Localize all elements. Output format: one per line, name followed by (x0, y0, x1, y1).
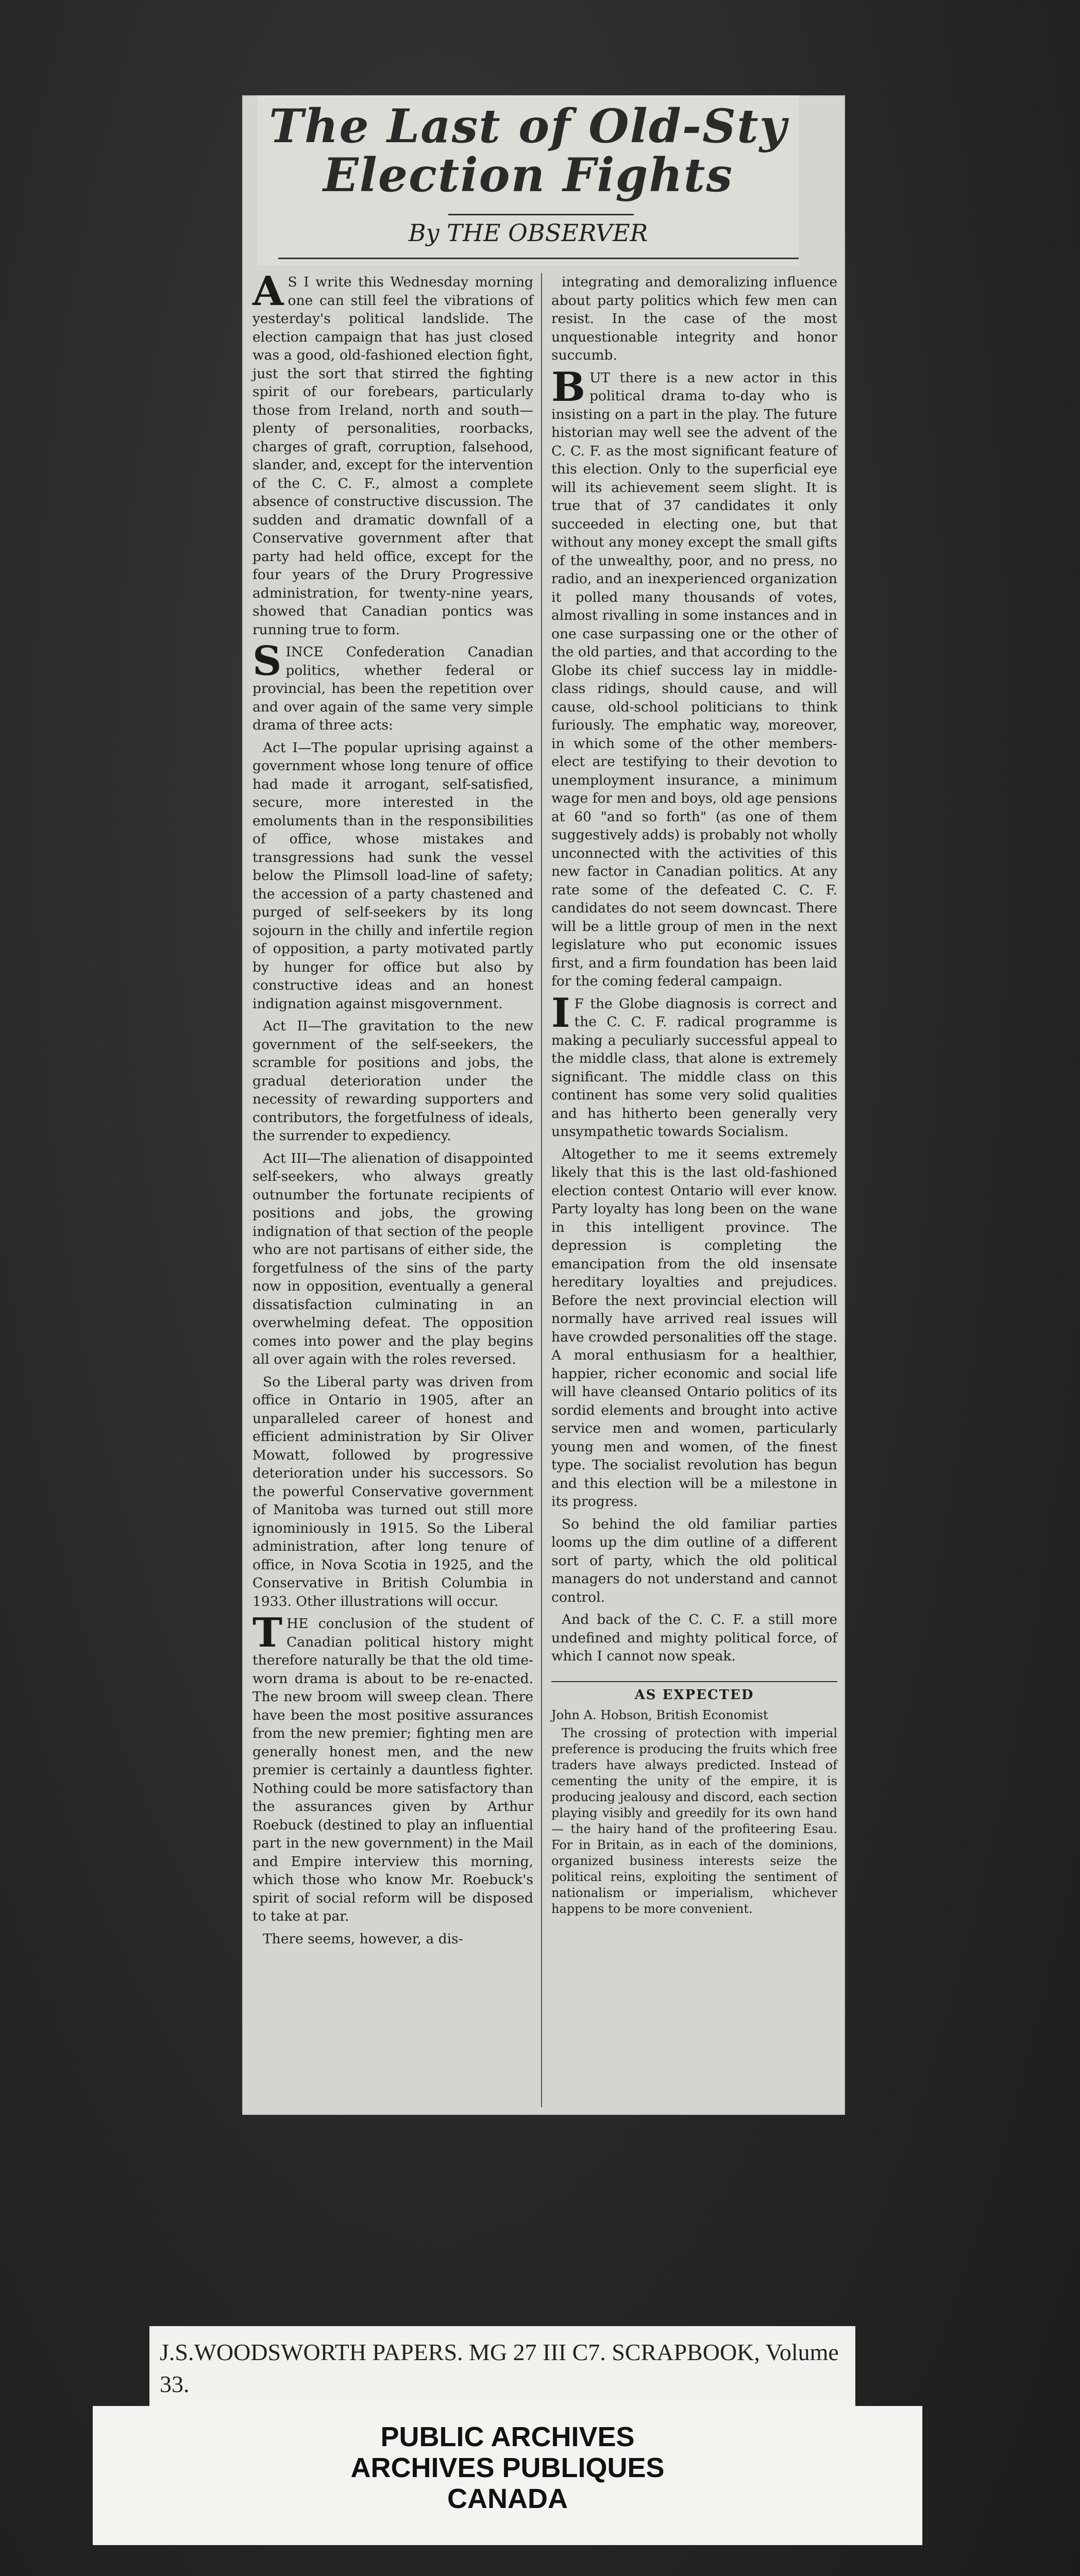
left-paragraph (252, 1149, 533, 1369)
column-top-rule (278, 258, 799, 259)
archive-label: J.S.WOODSWORTH PAPERS. MG 27 III C7. SCRAPBOOK, Volume 33. (160, 2339, 839, 2397)
drop-cap: I (551, 989, 570, 1037)
byline-rule (448, 214, 634, 215)
paragraph-text: HE conclusion of the student of Canadian political history might therefore naturally be that the old time-worn drama is about to be re-enacted. The new broom will sweep clean. There have been the most positive assurances from the new premier; fighting men are generally honest men, and the new premier is certainly a dauntless fighter. Nothing could be more satisfactory than the assurances given by Arthur Roebuck (destined to play an influential part in the new government) in the Mail and Empire interview this morning, which those who know Mr. Roebuck's spirit of social reform will be disposed to take at par. (252, 1616, 533, 1924)
left-paragraph (252, 1373, 533, 1611)
left-column (252, 268, 533, 1952)
headline-line-2: Election Fights (323, 148, 734, 202)
stamp-line-2: ARCHIVES PUBLIQUES (350, 2452, 665, 2483)
right-paragraph (551, 363, 838, 991)
right-paragraph (551, 989, 837, 1141)
paragraph-text: F the Globe diagnosis is correct and the C. C. F. radical programme is making a peculiarly successful appeal to the middle class, that alone is extremely significant. The middle class on this continent has some very solid qualities and has hitherto been generally very unsympathetic towards Socialism. (551, 995, 837, 1140)
left-paragraph (252, 739, 533, 1013)
sidebar-heading: AS EXPECTED (551, 1681, 837, 1705)
sidebar-text: The crossing of protection with imperial preference is producing the fruits which free traders have always predicted. Instead of cementing the unity of the empire, it is producing jealousy and discord, each section playing visibly and greedily for its own hand — the hairy hand of the profiteering Esau. For in Britain, as in each of the dominions, organized business interests seize the political reins, exploiting the sentiment of nationalism or imperialism, whichever happens to be more convenient. (551, 1726, 837, 1916)
left-paragraph (252, 268, 533, 639)
paragraph-text: S I write this Wednesday morning one can still feel the vibrations of yesterday's political landslide. The election campaign that has just closed was a good, old-fashioned election fight, just the sort that stirred the fighting spirit of our forebears, particularly those from Ireland, north and south—plenty of personalities, roorbacks, charges of graft, corruption, falsehood, slander, and, except for the intervention of the C. C. F., almost a complete absence of constructive discussion. The sudden and dramatic downfall of a Conservative government after that party had held office, except for the four years of the Drury Progressive administration, for twenty-nine years, showed that Canadian pontics was running true to form. (252, 274, 533, 638)
stamp-line-1: PUBLIC ARCHIVES (380, 2421, 635, 2452)
paragraph-text: So behind the old familiar parties looms up the dim outline of a different sort of party, which the old political managers do not understand and cannot control. (551, 1516, 837, 1605)
right-paragraph (551, 1145, 837, 1511)
drop-cap: T (252, 1609, 283, 1656)
paragraph-text: And back of the C. C. F. a still more undefined and mighty political force, of which I cannot now speak. (551, 1612, 837, 1664)
byline: By THE OBSERVER (408, 219, 648, 247)
right-paragraph (551, 273, 837, 365)
left-paragraph (252, 638, 533, 735)
newspaper-clipping (242, 95, 845, 2115)
paragraph-text: Act I—The popular uprising against a government whose long tenure of office had made it arrogant, self-satisfied, secure, more interested in the emoluments than in the responsibilities of office, whose mistakes and transgressions had sunk the vessel below the Plimsoll load-line of safety; the accession of a party chastened and purged of self-seekers by its long sojourn in the chilly and infertile region of opposition, a party motivated partly by hunger for office but also by constructive ideas and an honest indignation against misgovernment. (252, 739, 533, 1012)
paragraph-text: integrating and demoralizing influence about party politics which few men can resist. In the case of the most unquestionable integrity and honor succumb. (551, 274, 837, 363)
right-column (551, 273, 837, 1921)
drop-cap: B (551, 363, 585, 411)
paragraph-text: Altogether to me it seems extremely likely that this is the last old-fashioned election contest Ontario will ever know. Party loyalty has long been on the wane in this intelligent province. The depression is completing the emancipation from the old insensate hereditary loyalties and prejudices. Before the next provincial election will normally have arrived real issues will have crowded personalities off the stage. A moral enthusiasm for a healthier, happier, richer economic and social life will have cleansed Ontario politics of its sordid elements and brought into active service men and women, particularly young men and women, of the finest type. The socialist revolution has begun and this election will be a milestone in its progress. (551, 1146, 837, 1510)
column-divider (541, 273, 542, 2107)
right-paragraph (551, 1515, 837, 1607)
headline-area (258, 95, 799, 265)
paragraph-text: INCE Confederation Canadian politics, whether federal or provincial, has been the repetition over and over again of the same very simple drama of three acts: (252, 644, 533, 733)
drop-cap: A (252, 268, 284, 315)
right-paragraph (551, 1611, 837, 1666)
left-paragraph (252, 1609, 533, 1926)
sidebar-attribution: John A. Hobson, British Economist (551, 1708, 768, 1722)
left-paragraph (252, 1930, 533, 1948)
paragraph-text: Act III—The alienation of disappointed self-seekers, who always greatly outnumber the fortunate recipients of positions and jobs, the growing indignation of that section of the people who are not partisans of either side, the forgetfulness of the sins of the party now in opposition, eventually a general dissatisfaction culminating in an overwhelming defeat. The opposition comes into power and the play begins all over again with the roles reversed. (252, 1150, 533, 1367)
archive-stamp (93, 2406, 922, 2545)
left-paragraph (252, 1017, 533, 1145)
drop-cap: S (252, 638, 282, 685)
headline-line-1: The Last of Old-Sty (269, 99, 787, 154)
paragraph-text: So the Liberal party was driven from office in Ontario in 1905, after an unparalleled career of honest and efficient administration by Sir Oliver Mowatt, followed by progressive deterioration under his successors. So the powerful Conservative government of Manitoba was turned out still more ignominiously in 1915. So the Liberal administration, after long tenure of office, in Nova Scotia in 1925, and the Conservative in British Columbia in 1933. Other illustrations will occur. (252, 1374, 533, 1609)
paragraph-text: Act II—The gravitation to the new government of the self-seekers, the scramble for positions and jobs, the gradual deterioration under the necessity of rewarding supporters and contributors, the forgetfulness of ideals, the surrender to expediency. (252, 1018, 533, 1144)
stamp-line-3: CANADA (447, 2483, 568, 2514)
paragraph-text: There seems, however, a dis- (263, 1930, 463, 1947)
paragraph-text: UT there is a new actor in this political drama to-day who is insisting on a part in the play. The future historian may well see the advent of the C. C. F. as the most significant feature of this election. Only to the superficial eye will its achievement seem slight. It is true that of 37 candidates it only succeeded in electing one, but that without any money except the small gifts of the unwealthy, poor, and no press, no radio, and an inexperienced organization it polled many thousands of votes, almost rivalling in some instances and in one case surpassing one or the other of the old parties, and that according to the Globe its chief success lay in middle-class ridings, should cause, and will cause, old-school politicians to think furiously. The emphatic way, moreover, in which some of the other members-elect are testifying to their devotion to unemployment insurance, a minimum wage for men and boys, old age pensions at 60 "and so forth" (as one of them suggestively adds) is probably not wholly unconnected with the activities of this new factor in Canadian politics. At any rate some of the defeated C. C. F. candidates do not seem downcast. There will be a little group of men in the next legislature who put economic issues first, and a firm foundation has been laid for the coming federal campaign. (551, 369, 838, 989)
